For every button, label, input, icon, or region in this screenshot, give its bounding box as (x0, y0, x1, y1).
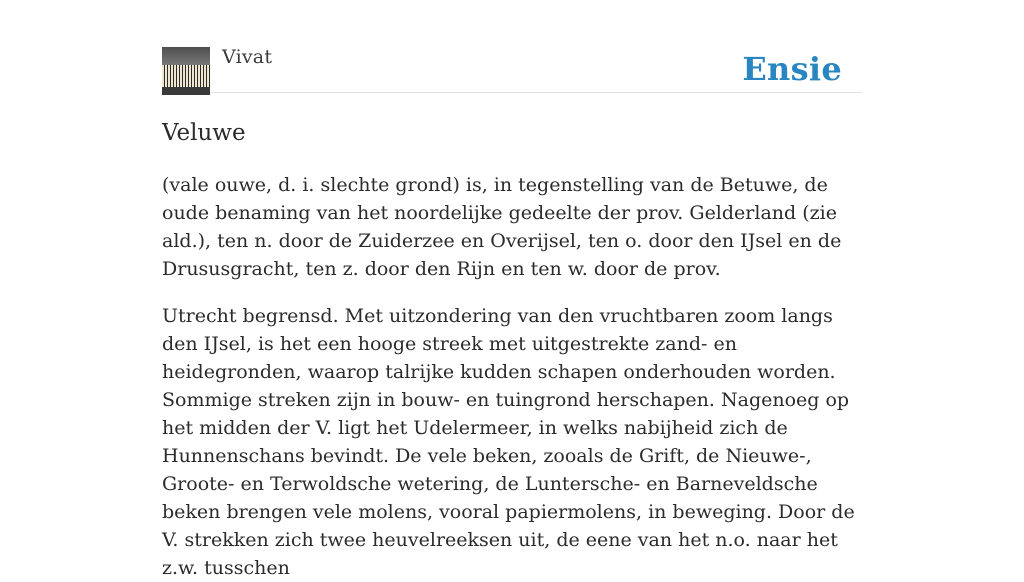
avatar-shelf (162, 87, 210, 95)
entry-title: Veluwe (162, 120, 246, 146)
page (162, 0, 862, 582)
header (162, 0, 862, 93)
avatar-background (162, 47, 210, 65)
entry-paragraph-2: Utrecht begrensd. Met uitzondering van den vruchtbaren zoom langs den IJsel, is het een hooge streek met uitgestrekte zand- en heidegronden, waarop talrijke kudden schapen onderhouden worden. Sommige streken zijn in bouw- en tuingrond herschapen. Nagenoeg op het midden der V. ligt het Udelermeer, in welks nabijheid zich de Hunnenschans bevindt. De vele beken, zooals de Grift, de Nieuwe-, Groote- en Terwoldsche wetering, de Luntersche- en Barneveldsche beken brengen vele molens, vooral papiermolens, in beweging. Door de V. strekken zich twee heuvelreeksen uit, de eene van het n.o. naar het z.w. tusschen (162, 305, 855, 579)
brand-logo[interactable]: Ensie (742, 50, 842, 88)
avatar[interactable] (162, 47, 210, 95)
site-name[interactable]: Vivat (222, 46, 273, 68)
avatar-books-image (162, 65, 210, 87)
entry-paragraph-1: (vale ouwe, d. i. slechte grond) is, in tegenstelling van de Betuwe, de oude benaming van het noordelijke gedeelte der prov. Gelderland (zie ald.), ten n. door de Zuiderzee en Overijsel, ten o. door den IJsel en de Drususgracht, ten z. door den Rijn en ten w. door de prov. (162, 174, 842, 280)
